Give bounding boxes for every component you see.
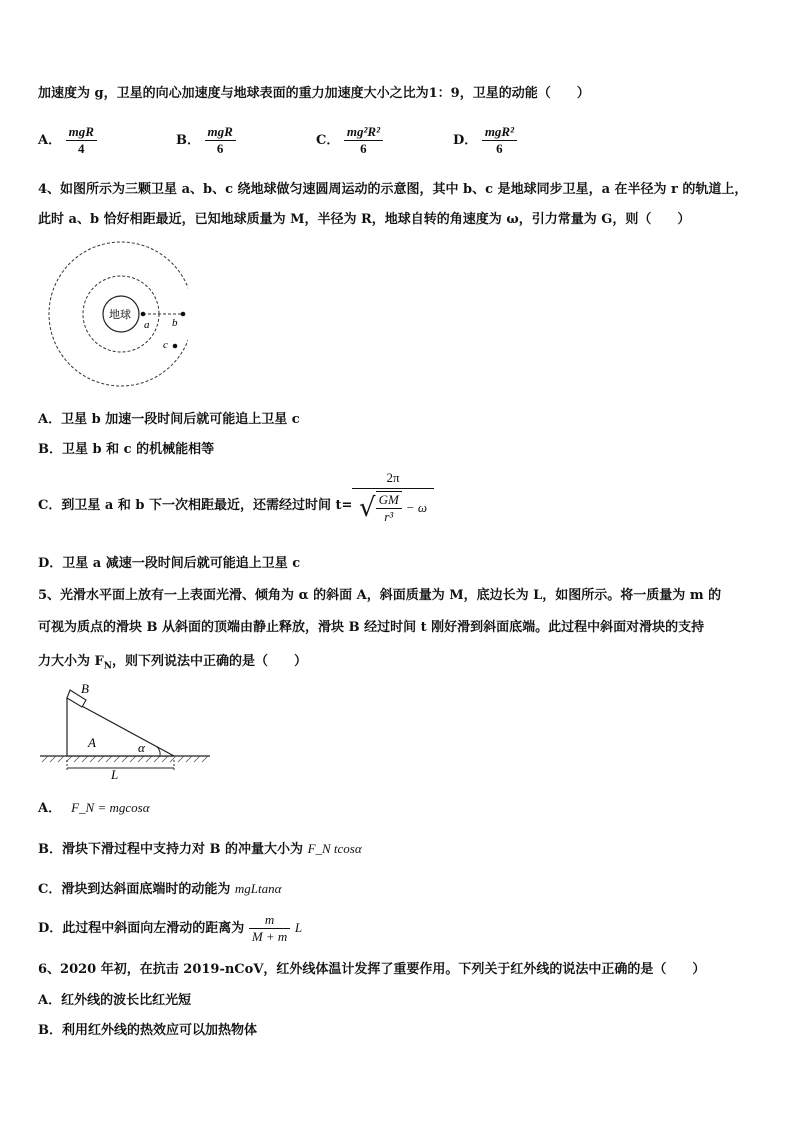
label-c: c xyxy=(163,339,168,351)
q4-option-c-text: C．到卫星 a 和 b 下一次相距最近，还需经过时间 t= xyxy=(38,498,353,513)
q4-option-c-formula xyxy=(352,470,434,525)
q5-incline-figure xyxy=(38,680,218,780)
q4-stem-line1: 4、如图所示为三颗卫星 a、b、c 绕地球做匀速圆周运动的示意图，其中 b、c 是地球同步卫星，a 在半径为 r 的轨道上， xyxy=(38,182,748,197)
q6-option-b: B．利用红外线的热效应可以加热物体 xyxy=(38,1023,257,1038)
q4-c-minus-omega: − ω xyxy=(405,500,427,515)
q3-option-b: B． $\frac{\text{mgR}}{6}$ xyxy=(176,124,236,157)
label-l: L xyxy=(111,767,119,780)
q5-option-d: D．此过程中斜面向左滑动的距离为 $\frac{m}{M + m}$ L xyxy=(38,912,303,944)
label-a: A xyxy=(88,735,96,750)
earth-label: 地球 xyxy=(109,309,131,321)
q5-option-c: C．滑块到达斜面底端时的动能为 mgLtanα xyxy=(38,881,282,897)
satellite-c xyxy=(173,344,178,349)
q5-stem-line3: 力大小为 $F_N$，则下列说法中正确的是（ ） xyxy=(38,654,308,672)
q5-stem-line2: 可视为质点的滑块 B 从斜面的顶端由静止释放，滑块 B 经过时间 t 刚好滑到斜面底端。此过程中斜面对滑块的支持 xyxy=(38,620,705,635)
q5-option-b: B．滑块下滑过程中支持力对 B 的冲量大小为 F_N tcosα xyxy=(38,841,362,857)
q4-orbit-figure xyxy=(38,240,188,390)
q3-option-a: A． $\frac{\text{mgR}}{4}$ xyxy=(38,124,97,157)
q4-c-sqrt-fraction: $\frac{GM}{\text{r³}}$ xyxy=(376,491,402,525)
q4-option-d: D．卫星 a 减速一段时间后就可能追上卫星 c xyxy=(38,556,301,571)
label-a: a xyxy=(144,319,150,331)
q4-option-b: B．卫星 b 和 c 的机械能相等 xyxy=(38,442,215,457)
q5-stem-line1: 5、光滑水平面上放有一上表面光滑、倾角为 α 的斜面 A，斜面质量为 M，底边长为 L，如图所示。将一质量为 m 的 xyxy=(38,588,722,603)
q3-option-c: C． $\frac{\text{mg²R²}}{6}$ xyxy=(316,124,383,157)
label-b: B xyxy=(81,681,89,696)
q3-option-d: D． $\frac{\text{mgR²}}{6}$ xyxy=(453,124,517,157)
q5-option-a: A． F_N = mgcosα xyxy=(38,800,150,816)
q4-c-numerator: 2π xyxy=(352,470,434,489)
q4-stem-line2: 此时 a、b 恰好相距最近，已知地球质量为 M，半径为 R，地球自转的角速度为 ω，引力常量为 G，则（ ） xyxy=(38,212,691,227)
label-b: b xyxy=(172,317,178,329)
q6-option-a: A．红外线的波长比红光短 xyxy=(38,993,192,1008)
label-alpha: α xyxy=(138,740,145,755)
satellite-a xyxy=(141,312,146,317)
q3-stem-tail: 加速度为 g，卫星的向心加速度与地球表面的重力加速度大小之比为1：9，卫星的动能（ ） xyxy=(38,86,590,101)
q4-option-a: A．卫星 b 加速一段时间后就可能追上卫星 c xyxy=(38,412,300,427)
sqrt-sign: √ xyxy=(359,493,376,523)
satellite-b xyxy=(181,312,186,317)
q6-stem: 6、2020 年初，在抗击 2019-nCoV，红外线体温计发挥了重要作用。下列关于红外线的说法中正确的是（ ） xyxy=(38,962,706,977)
